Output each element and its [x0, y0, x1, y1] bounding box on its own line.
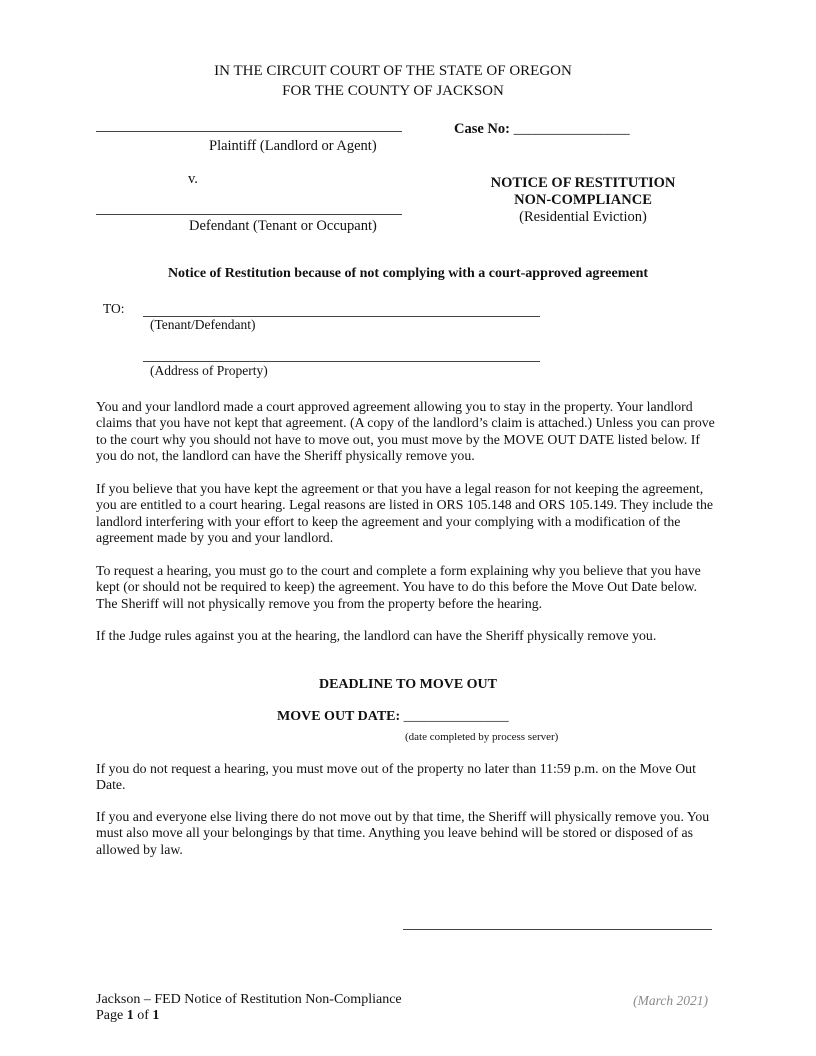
- paragraph-sheriff-removal: If you and everyone else living there do not move out by that time, the Sheriff will physically remove you. You must also move all your belongings by that time. Anything you leave behind will be stored or disposed of as allowed by law.: [96, 809, 710, 857]
- deadline-heading: DEADLINE TO MOVE OUT: [318, 677, 497, 692]
- footer-page-number: Page 1 of 1: [96, 1008, 160, 1023]
- address-label: (Address of Property): [150, 363, 268, 378]
- paragraph-move-out-deadline: If you do not request a hearing, you must move out of the property no later than 11:59 p.m. on the Move Out Date.: [96, 761, 696, 793]
- court-heading: [0, 61, 786, 101]
- plaintiff-label: Plaintiff (Landlord or Agent): [209, 138, 377, 154]
- case-number-label: Case No:: [454, 121, 510, 137]
- page-footer: [96, 992, 402, 1024]
- defendant-signature-line: [96, 214, 402, 215]
- paragraph-judge-ruling: If the Judge rules against you at the hearing, the landlord can have the Sheriff physically remove you.: [96, 628, 657, 643]
- notice-title: [452, 175, 714, 226]
- defendant-label: Defendant (Tenant or Occupant): [189, 218, 377, 234]
- court-heading-line2: FOR THE COUNTY OF JACKSON: [282, 83, 504, 99]
- paragraph-agreement: You and your landlord made a court approved agreement allowing you to stay in the property. Your landlord claims that you have not kept that agreement. (A copy of the landlord’s claim is attached.) Unless you can prove to the court why you should not have to move out, you must move by the MOVE OUT DATE listed below. If you do not, the landlord can have the Sheriff physically remove you.: [96, 399, 715, 464]
- footer-revision-date: (March 2021): [633, 993, 708, 1008]
- address-input-line[interactable]: [143, 361, 540, 362]
- court-heading-line1: IN THE CIRCUIT COURT OF THE STATE OF OREGON: [214, 63, 572, 79]
- move-out-date-field[interactable]: _______________: [403, 709, 509, 724]
- case-number-field[interactable]: ________________: [513, 121, 630, 137]
- to-label: TO:: [103, 301, 125, 316]
- notice-title-line2: NON-COMPLIANCE: [514, 192, 652, 208]
- versus-text: v.: [188, 171, 198, 187]
- notice-subtitle: Notice of Restitution because of not complying with a court-approved agreement: [167, 266, 649, 281]
- notice-title-line3: (Residential Eviction): [519, 209, 647, 225]
- plaintiff-signature-line: [96, 131, 402, 132]
- case-number: [454, 121, 630, 138]
- footer-form-name: Jackson – FED Notice of Restitution Non-Compliance: [96, 992, 402, 1007]
- move-out-date: [277, 709, 509, 725]
- paragraph-hearing-right: If you believe that you have kept the agreement or that you have a legal reason for not keeping the agreement, you are entitled to a court hearing. Legal reasons are listed in ORS 105.148 and ORS 105.149. They include the landlord interfering with your effort to keep the agreement and your complying with a modification of the agreement made by you and your landlord.: [96, 481, 714, 546]
- signature-line[interactable]: [403, 929, 712, 930]
- tenant-label: (Tenant/Defendant): [150, 317, 256, 332]
- move-out-date-note: (date completed by process server): [405, 731, 559, 743]
- move-out-date-label: MOVE OUT DATE:: [277, 709, 401, 724]
- paragraph-request-hearing: To request a hearing, you must go to the court and complete a form explaining why you believe that you have kept (or should not be required to keep) the agreement. You have to do this before the Move Out Date below. The Sheriff will not physically remove you from the property before the hearing.: [96, 563, 701, 611]
- notice-title-line1: NOTICE OF RESTITUTION: [490, 175, 676, 191]
